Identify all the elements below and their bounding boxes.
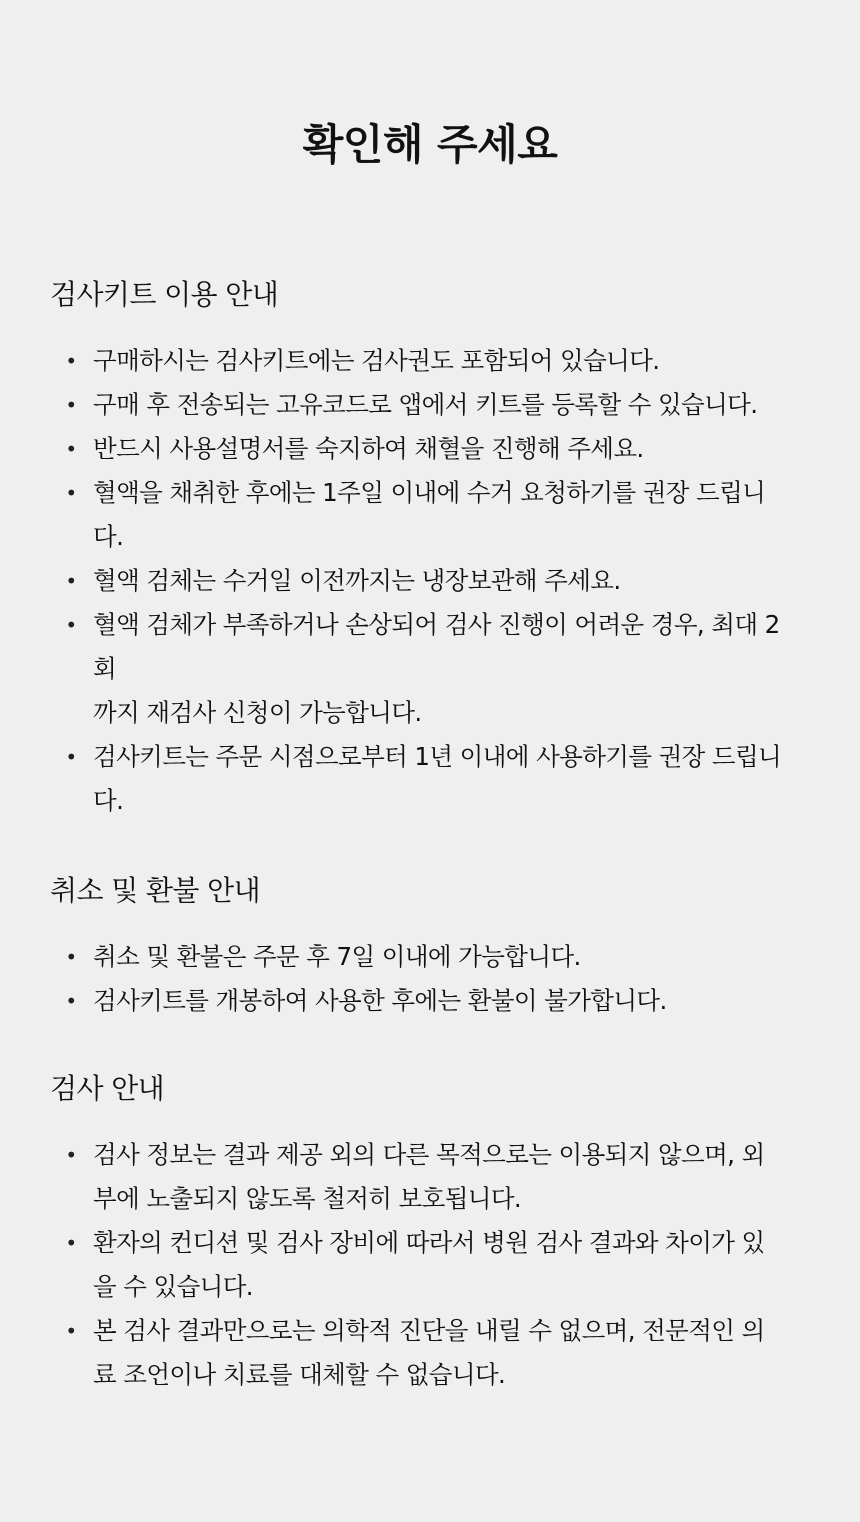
cancel-refund-section [50, 872, 820, 1023]
bullet-icon: • [65, 437, 77, 461]
list-item-text: 취소 및 환불은 주문 후 7일 이내에 가능합니다. [93, 942, 581, 971]
list-item [50, 603, 820, 735]
list-item-text: 본 검사 결과만으로는 의학적 진단을 내릴 수 없으며, 전문적인 의 [93, 1316, 765, 1345]
list-item [50, 339, 820, 383]
list-item-text: 구매하시는 검사키트에는 검사권도 포함되어 있습니다. [93, 346, 660, 375]
bullet-icon: • [65, 1231, 77, 1255]
bullet-icon: • [65, 745, 77, 769]
section-heading-cancel-refund: 취소 및 환불 안내 [50, 874, 261, 907]
list-item-text-continued: 다. [93, 522, 124, 551]
list-item-text-continued: 까지 재검사 신청이 가능합니다. [93, 698, 422, 727]
list-item [50, 559, 820, 603]
list-item-text-continued: 을 수 있습니다. [93, 1272, 253, 1301]
kit-usage-section [50, 276, 820, 823]
list-item [50, 1133, 820, 1221]
test-info-section [50, 1070, 820, 1397]
cancel-refund-list [50, 935, 820, 1023]
list-item-text: 환자의 컨디션 및 검사 장비에 따라서 병원 검사 결과와 차이가 있 [93, 1228, 765, 1257]
bullet-icon: • [65, 989, 77, 1013]
list-item-text: 혈액 검체가 부족하거나 손상되어 검사 진행이 어려운 경우, 최대 2 [93, 610, 780, 639]
test-info-list [50, 1133, 820, 1397]
list-item-text: 검사키트를 개봉하여 사용한 후에는 환불이 불가합니다. [93, 986, 667, 1015]
kit-usage-list [50, 339, 820, 823]
list-item-text: 혈액을 채취한 후에는 1주일 이내에 수거 요청하기를 권장 드립니 [93, 478, 766, 507]
list-item-text-continued: 다. [93, 786, 124, 815]
section-heading-kit-usage: 검사키트 이용 안내 [50, 278, 279, 311]
bullet-icon: • [65, 569, 77, 593]
list-item [50, 427, 820, 471]
list-item [50, 935, 820, 979]
list-item-text: 혈액 검체는 수거일 이전까지는 냉장보관해 주세요. [93, 566, 621, 595]
bullet-icon: • [65, 945, 77, 969]
bullet-icon: • [65, 349, 77, 373]
list-item [50, 1221, 820, 1309]
bullet-icon: • [65, 1319, 77, 1343]
list-item-text: 검사 정보는 결과 제공 외의 다른 목적으로는 이용되지 않으며, 외 [93, 1140, 765, 1169]
section-heading-test-info: 검사 안내 [50, 1072, 165, 1105]
list-item [50, 979, 820, 1023]
list-item-text: 검사키트는 주문 시점으로부터 1년 이내에 사용하기를 권장 드립니 [93, 742, 782, 771]
bullet-icon: • [65, 393, 77, 417]
list-item-text-continued: 회 [93, 654, 117, 683]
bullet-icon: • [65, 1143, 77, 1167]
list-item-text: 반드시 사용설명서를 숙지하여 채혈을 진행해 주세요. [93, 434, 644, 463]
list-item [50, 383, 820, 427]
list-item-text-continued: 부에 노출되지 않도록 철저히 보호됩니다. [93, 1184, 522, 1213]
list-item-text-continued: 료 조언이나 치료를 대체할 수 없습니다. [93, 1360, 506, 1389]
list-item-text: 구매 후 전송되는 고유코드로 앱에서 키트를 등록할 수 있습니다. [93, 390, 758, 419]
list-item [50, 471, 820, 559]
page-title: 확인해 주세요 [302, 120, 558, 169]
bullet-icon: • [65, 613, 77, 637]
list-item [50, 1309, 820, 1397]
list-item [50, 735, 820, 823]
bullet-icon: • [65, 481, 77, 505]
